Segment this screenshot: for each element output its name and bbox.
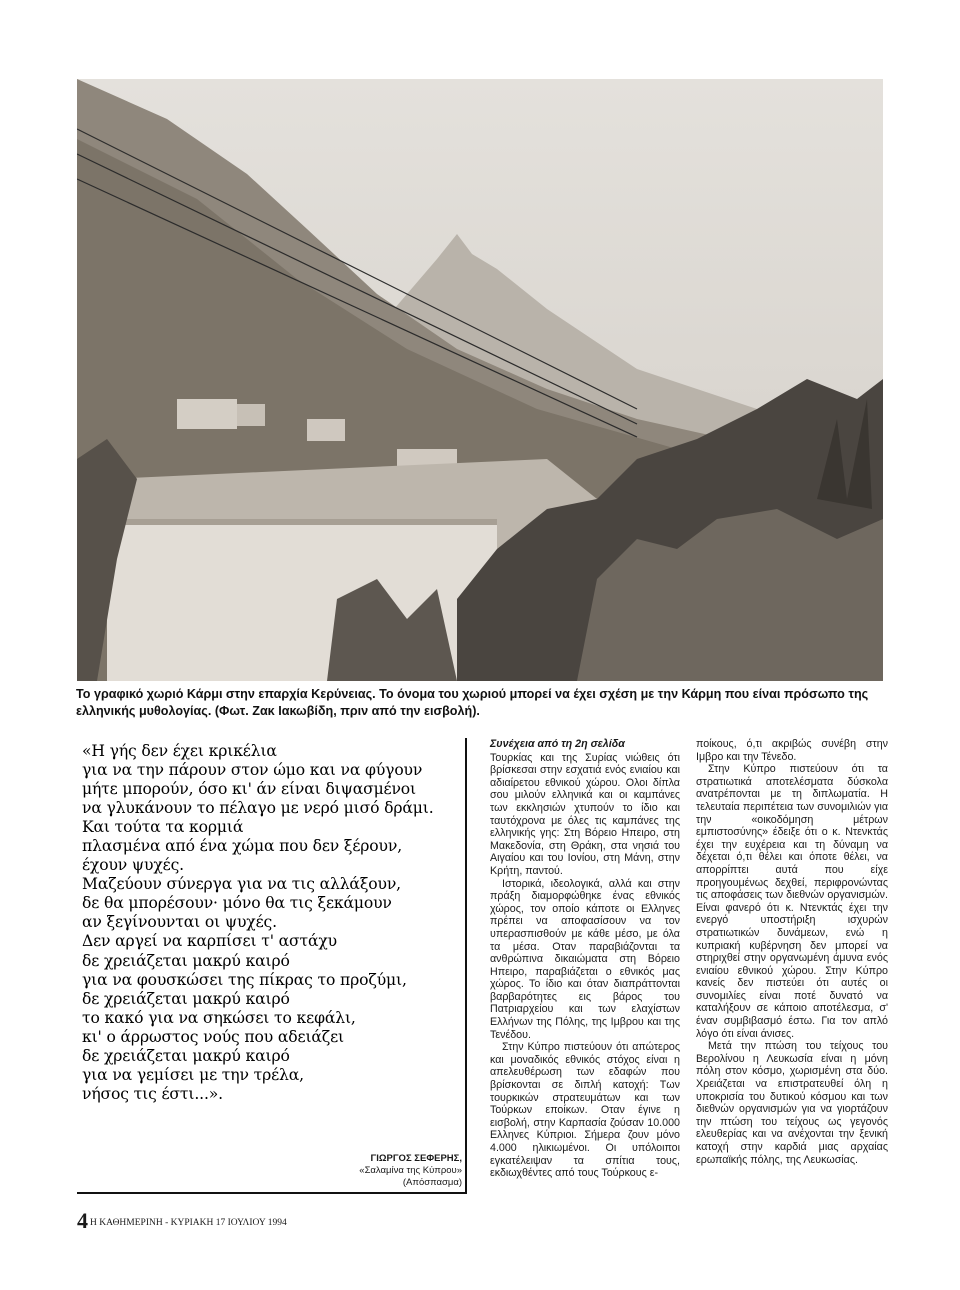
continued-label: Συνέχεια από τη 2η σελίδα — [490, 738, 625, 750]
poem-line: το κακό για να σηκώσει το κεφάλι, — [82, 1008, 356, 1027]
poem-line: κι' ο άρρωστος νούς που αδειάζει — [82, 1027, 344, 1046]
page-number: 4 — [77, 1208, 88, 1233]
photo-caption: Το γραφικό χωριό Κάρμι στην επαρχία Κερύνειας. Το όνομα του χωριού μπορεί να έχει σχέση με την Κάρμη που είναι πρόσωπο της ελληνικής μυθολογίας. (Φωτ. Ζακ Ιακωβίδη, πριν από την εισβολή). — [76, 687, 869, 718]
village-photo — [77, 79, 883, 681]
poem-attribution — [300, 1153, 462, 1189]
article-paragraph: Τουρκίας και της Συρίας νιώθεις ότι βρίσκεσαι στην εσχατιά ενός ενιαίου και αδιαίρετου εθνικού χώρου. Ολοι δίπλα σου μιλούν ελληνικά και οι καμπάνες των εκκλησιών χτυπούν το ίδιο και ταυτόχρονα με όλες τις καμπάνες της ελληνικής γης: Στη Βόρειο Ηπειρο, στη Μακεδονία, στη Θράκη, στα νησιά του Αιγαίου και του Ιονίου, στη Μάνη, στην Κρήτη, παντού. — [490, 751, 680, 877]
poem-line: Δεν αργεί να καρπίσει τ' αστάχυ — [82, 932, 337, 951]
poem-line: δε χρειάζεται μακρύ καιρό — [82, 989, 290, 1008]
poem-line: Μαζεύουν σύνεργα για να τις αλλάξουν, — [82, 875, 401, 894]
poem-excerpt — [82, 742, 470, 1104]
article-paragraph: Ιστορικά, ιδεολογικά, αλλά και στην πράξη διαμορφώθηκε ένας εθνικός χώρος, τον οποίο κάποτε οι Ελληνες πρέπει να αποφασίσουν να τον υπερασπισθούν με κάθε μέσο, με όλα τα μέσα. Οταν παραβιάζονται τα ανθρώπινα δικαιώματα στη Βόρειο Ηπειρο, παραβιάζεται ο εθνικός μας χώρος. Το ίδιο και όταν διαπράττονται βαρβαρότητες εις βάρος του Πατριαρχείου και των ελαχίστων Ελλήνων της Πόλης, της Ιμβρου και της Τενέδου. — [490, 877, 680, 1041]
page-footer — [77, 1208, 287, 1234]
poem-line: δε χρειάζεται μακρύ καιρό — [82, 1046, 290, 1065]
poem-line: για να την πάρουν στον ώμο και να φύγουν — [82, 761, 423, 780]
poem-line: αν ξεγίνουνται οι ψυχές. — [82, 913, 277, 932]
mountain-village-photo — [77, 79, 883, 681]
poem-source: «Σαλαμίνα της Κύπρου» (Απόσπασμα) — [359, 1165, 462, 1188]
poem-author: ΓΙΩΡΓΟΣ ΣΕΦΕΡΗΣ, — [370, 1153, 462, 1164]
article-paragraph: Μετά την πτώση του τείχους του Βερολίνου η Λευκωσία είναι η μόνη πόλη στον κόσμο, χωρισμένη στα δύο. Χρειάζεται να επιστρατευθεί όλη η υποκρισία του δυτικού κόσμου και των διεθνών οργανισμών για να γιορτάζουν την πτώση του τείχους ως γεγονός ελευθερίας και να ανέχονται την ξενική κατοχή στην καρδιά μιας αρχαίας ερωπαϊκής πόλης, της Λευκωσίας. — [696, 1040, 888, 1166]
poem-line: «Η γής δεν έχει κρικέλια — [82, 742, 277, 760]
poem-line: μήτε μπορούν, όσο κι' άν είναι διψασμένοι — [82, 780, 417, 799]
poem-line: να γλυκάνουν το πέλαγο με νερό μισό δράμι. — [82, 799, 434, 818]
poem-line: δε χρειάζεται μακρύ καιρό — [82, 951, 290, 970]
poem-line: Και τούτα τα κορμιά — [82, 818, 244, 837]
article-paragraph: Στην Κύπρο πιστεύουν ότι απώτερος και μοναδικός εθνικός στόχος είναι η απελευθέρωση των εδαφών που βρίσκονται σε διπλή κατοχή: Των τουρκικών στρατευμάτων και των Τούρκων εποίκων. Οταν έγινε η εισβολή, στην Καρπασία ζούσαν 10.000 Ελληνες Κύπριοι. Σήμερα ζουν μόνο 4.000 ηλικιωμένοι. Οι υπόλοιποι εγκατέλειψαν τα σπίτια τους, εκδιωχθέντες από τους Τούρκους ε- — [490, 1041, 680, 1180]
article-column-1 — [490, 738, 680, 1180]
poem-line: έχουν ψυχές. — [82, 856, 184, 875]
footer-text: Η ΚΑΘΗΜΕΡΙΝΗ - ΚΥΡΙΑΚΗ 17 ΙΟΥΛΙΟΥ 1994 — [90, 1218, 287, 1228]
poem-line: πλασμένα από ένα χώμα που δεν ξέρουν, — [82, 837, 403, 856]
poem-line: νήσος τις έστι...». — [82, 1084, 223, 1103]
poem-line: για να γεμίσει με την τρέλα, — [82, 1065, 304, 1084]
article-column-2 — [696, 738, 888, 1166]
article-paragraph: Στην Κύπρο πιστεύουν ότι τα στρατιωτικά αποτελέσματα δύσκολα ανατρέπονται με τη διπλωματία. Η τελευταία περιπέτεια των συνομιλιών για την «οικοδόμηση μέτρων εμπιστοσύνης» έδειξε ότι ο κ. Ντενκτάς έχει την ευχέρεια και τη δύναμη να δέχεται ό,τι θέλει και όποτε θέλει, να απορρίπτει αυτά που είχε προηγουμένως δεχθεί, περιφρονώντας τις αποφάσεις των διεθνών οργανισμών. Είναι φανερό ότι κ. Ντενκτάς έχει την ενεργό υποστήριξη ισχυρών στρατιωτικών δυνάμεων, ενώ η κυπριακή κυβέρνηση δεν μπορεί να στηριχθεί στην οργανωμένη άμυνα ενός ενιαίου εθνικού χώρου. Στην Κύπρο κανείς δεν πιστεύει ότι αυτές οι συνομιλίες είναι ποτέ δυνατό να καταλήξουν σε κάποιο αποτέλεσμα, σ' έναν συμβιβασμό έστω. Για τον απλό λόγο ότι είναι άνισες. — [696, 763, 888, 1040]
article-paragraph: ποίκους, ό,τι ακριβώς συνέβη στην Ιμβρο και την Τένεδο. — [696, 738, 888, 763]
poem-line: δε θα μπορέσουν· μόνο θα τις ξεκάμουν — [82, 894, 392, 913]
poem-line: για να φουσκώσει της πίκρας το προζύμι, — [82, 970, 407, 989]
